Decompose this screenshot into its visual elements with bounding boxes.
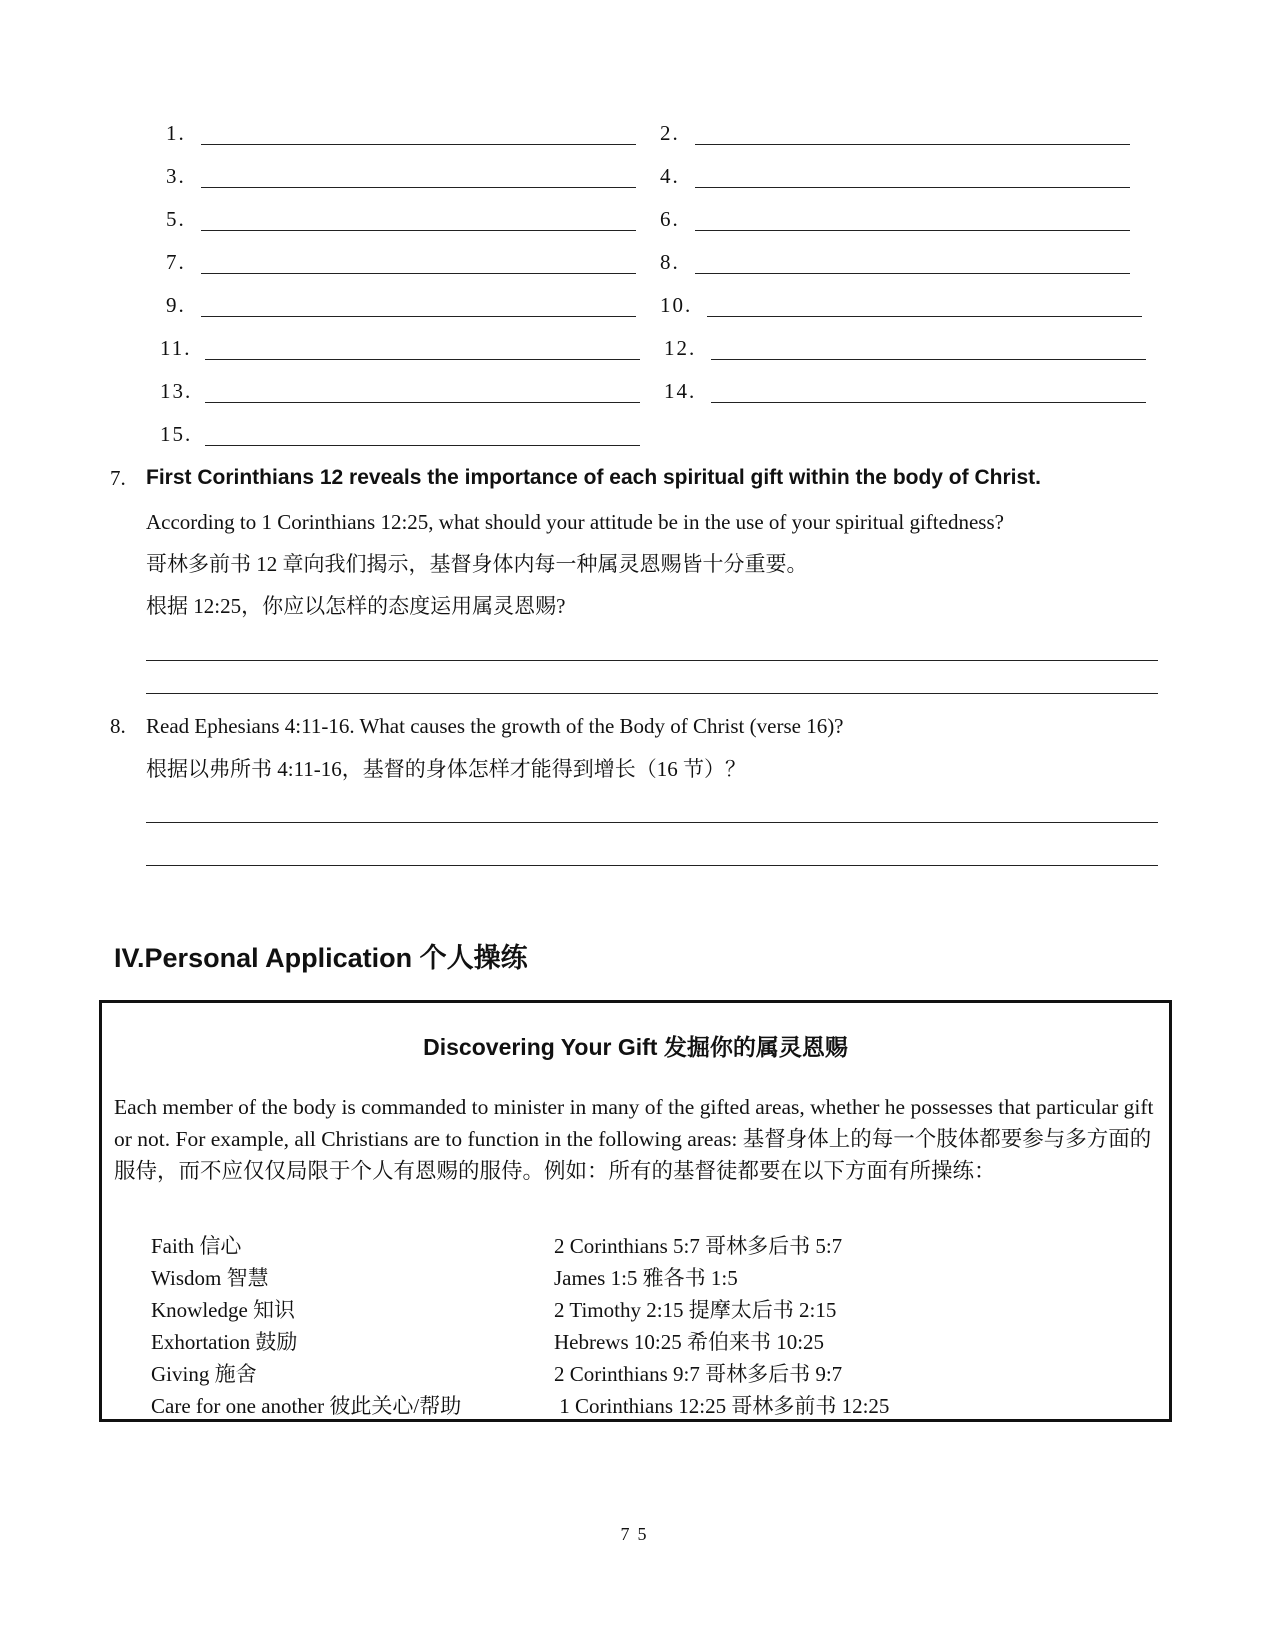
question-text-zh: 根据 12:25，你应以怎样的态度运用属灵恩赐? <box>146 594 566 618</box>
blank-number: 12. <box>664 336 697 360</box>
gift-name: Care for one another 彼此关心/帮助 <box>151 1394 462 1418</box>
gift-name: Wisdom 智慧 <box>151 1266 269 1290</box>
blank-item-15 <box>160 419 640 449</box>
gift-row-faith <box>102 1230 1162 1262</box>
blank-number: 13. <box>160 379 193 403</box>
blank-number: 11. <box>160 336 192 360</box>
blank-number: 7. <box>166 250 186 274</box>
blank-item-6 <box>660 204 1130 234</box>
gift-row-wisdom <box>102 1262 1162 1294</box>
blank-line[interactable] <box>205 402 640 403</box>
answer-line[interactable] <box>146 693 1158 694</box>
question-text-en: According to 1 Corinthians 12:25, what should your attitude be in the use of your spiritual giftedness? <box>146 510 1004 534</box>
gift-box-title: Discovering Your Gift 发掘你的属灵恩赐 <box>423 1034 848 1060</box>
blank-number: 3. <box>166 164 186 188</box>
gift-row-giving <box>102 1358 1162 1390</box>
blank-item-14 <box>664 376 1146 406</box>
blank-item-13 <box>160 376 640 406</box>
gift-reference: James 1:5 雅各书 1:5 <box>554 1266 738 1290</box>
blank-line[interactable] <box>201 187 636 188</box>
blank-line[interactable] <box>205 359 640 360</box>
blank-number: 10. <box>660 293 693 317</box>
gift-box-paragraph: Each member of the body is commanded to minister in many of the gifted areas, whether he possesses that particular gift or not. For example, all Christians are to function in the following areas: 基督身体上的每一个肢体都要参与多方面的服侍，而不应仅仅局限于个人有恩赐的服侍。例如：所有的基督徒都要在以下方面有所操练： <box>114 1095 1154 1183</box>
blank-number: 2. <box>660 121 680 145</box>
blank-item-1 <box>166 118 636 148</box>
blank-line[interactable] <box>695 187 1130 188</box>
answer-line[interactable] <box>146 660 1158 661</box>
blank-number: 6. <box>660 207 680 231</box>
blank-item-7 <box>166 247 636 277</box>
blank-line[interactable] <box>707 316 1142 317</box>
blank-item-8 <box>660 247 1130 277</box>
gift-name: Faith 信心 <box>151 1234 242 1258</box>
blank-item-4 <box>660 161 1130 191</box>
question-text-en: Read Ephesians 4:11-16. What causes the growth of the Body of Christ (verse 16)? <box>146 714 844 738</box>
answer-line[interactable] <box>146 865 1158 866</box>
gift-reference: 1 Corinthians 12:25 哥林多前书 12:25 <box>554 1394 890 1418</box>
blank-number: 1. <box>166 121 186 145</box>
gift-row-exhortation <box>102 1326 1162 1358</box>
page-number: 75 <box>620 1524 655 1544</box>
blank-number: 4. <box>660 164 680 188</box>
gift-reference: 2 Corinthians 5:7 哥林多后书 5:7 <box>554 1234 843 1258</box>
gift-box <box>99 1000 1172 1422</box>
blank-line[interactable] <box>205 445 640 446</box>
question-heading-zh: 哥林多前书 12 章向我们揭示，基督身体内每一种属灵恩赐皆十分重要。 <box>146 552 808 576</box>
blank-line[interactable] <box>711 359 1146 360</box>
gift-name: Giving 施舍 <box>151 1362 257 1386</box>
blank-line[interactable] <box>201 273 636 274</box>
gift-reference: 2 Corinthians 9:7 哥林多后书 9:7 <box>554 1362 843 1386</box>
blank-line[interactable] <box>201 144 636 145</box>
blank-item-5 <box>166 204 636 234</box>
blank-line[interactable] <box>695 144 1130 145</box>
question-text-zh: 根据以弗所书 4:11-16，基督的身体怎样才能得到增长（16 节）？ <box>146 757 747 781</box>
blank-number: 15. <box>160 422 193 446</box>
blank-line[interactable] <box>695 273 1130 274</box>
gift-name: Exhortation 鼓励 <box>151 1330 298 1354</box>
gift-name: Knowledge 知识 <box>151 1298 296 1322</box>
gift-row-care <box>102 1390 1162 1422</box>
blank-item-9 <box>166 290 636 320</box>
blank-line[interactable] <box>711 402 1146 403</box>
blank-number: 14. <box>664 379 697 403</box>
blank-item-11 <box>160 333 640 363</box>
gift-reference: 2 Timothy 2:15 提摩太后书 2:15 <box>554 1298 837 1322</box>
question-heading: First Corinthians 12 reveals the importance of each spiritual gift within the body of Christ. <box>146 466 1041 489</box>
blank-line[interactable] <box>695 230 1130 231</box>
blank-number: 5. <box>166 207 186 231</box>
blank-item-3 <box>166 161 636 191</box>
blank-item-10 <box>660 290 1142 320</box>
blank-item-12 <box>664 333 1146 363</box>
blank-item-2 <box>660 118 1130 148</box>
question-number: 7. <box>110 466 126 490</box>
blank-line[interactable] <box>201 230 636 231</box>
question-number: 8. <box>110 714 126 738</box>
blank-line[interactable] <box>201 316 636 317</box>
blank-number: 9. <box>166 293 186 317</box>
gift-row-knowledge <box>102 1294 1162 1326</box>
section-heading: IV.Personal Application 个人操练 <box>114 943 528 973</box>
answer-line[interactable] <box>146 822 1158 823</box>
blank-number: 8. <box>660 250 680 274</box>
gift-reference: Hebrews 10:25 希伯来书 10:25 <box>554 1330 825 1354</box>
